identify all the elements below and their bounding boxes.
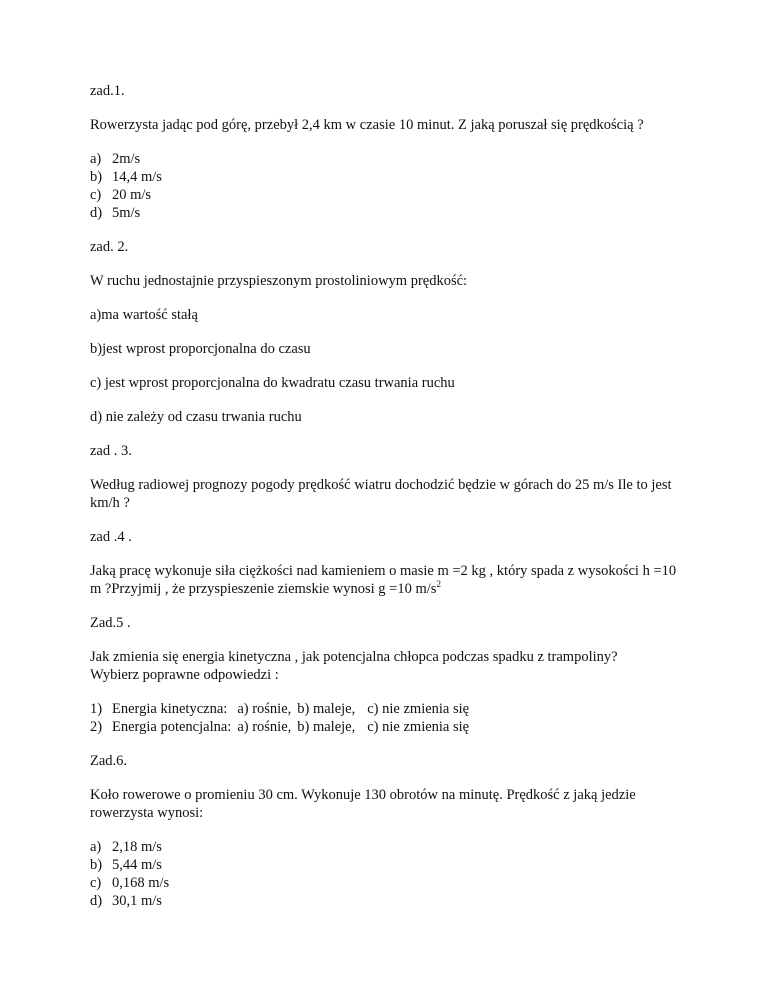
q1-heading: zad.1. bbox=[90, 83, 125, 99]
q1-options bbox=[90, 150, 690, 222]
q2-question: W ruchu jednostajnie przyspieszonym prostoliniowym prędkość: bbox=[90, 273, 468, 289]
row-option-a: a) rośnie, bbox=[237, 701, 292, 717]
q5-answers-table bbox=[90, 700, 475, 736]
q6-heading: Zad.6. bbox=[90, 753, 128, 769]
option-text: 5m/s bbox=[112, 205, 141, 221]
option-label: a) bbox=[90, 839, 102, 855]
option-label: c) bbox=[90, 187, 102, 203]
q2-option-c: c) jest wprost proporcjonalna do kwadratu czasu trwania ruchu bbox=[90, 375, 455, 391]
row-label: Energia potencjalna: bbox=[112, 719, 232, 735]
q6-option-b bbox=[90, 856, 690, 874]
option-text: 20 m/s bbox=[112, 187, 152, 203]
q5-question bbox=[90, 648, 690, 684]
document-page bbox=[90, 82, 690, 926]
row-option-b: b) maleje, bbox=[297, 719, 356, 735]
option-text: 14,4 m/s bbox=[112, 169, 162, 185]
row-option-b: b) maleje, bbox=[297, 701, 356, 717]
q5-question-line1: Jak zmienia się energia kinetyczna , jak potencjalna chłopca podczas spadku z trampoliny? bbox=[90, 649, 618, 665]
q6-option-d bbox=[90, 892, 690, 910]
row-number: 1) bbox=[90, 701, 103, 717]
q2-option-d: d) nie zależy od czasu trwania ruchu bbox=[90, 409, 302, 425]
q6-question: Koło rowerowe o promieniu 30 cm. Wykonuje 130 obrotów na minutę. Prędkość z jaką jedzie rowerzysta wynosi: bbox=[90, 787, 636, 821]
option-text: 0,168 m/s bbox=[112, 875, 170, 891]
q5-row-kinetic bbox=[90, 700, 475, 718]
row-option-c: c) nie zmienia się bbox=[367, 719, 470, 735]
row-option-c: c) nie zmienia się bbox=[367, 701, 470, 717]
q1-option-d bbox=[90, 204, 690, 222]
row-label: Energia kinetyczna: bbox=[112, 701, 228, 717]
row-number: 2) bbox=[90, 719, 103, 735]
q2-heading: zad. 2. bbox=[90, 239, 129, 255]
option-text: 2m/s bbox=[112, 151, 141, 167]
option-label: b) bbox=[90, 169, 103, 185]
q1-option-b bbox=[90, 168, 690, 186]
q4-question bbox=[90, 562, 690, 598]
q1-option-c bbox=[90, 186, 690, 204]
option-text: 5,44 m/s bbox=[112, 857, 162, 873]
q6-option-c bbox=[90, 874, 690, 892]
q4-heading: zad .4 . bbox=[90, 529, 132, 545]
q2-option-a: a)ma wartość stałą bbox=[90, 307, 198, 323]
option-label: a) bbox=[90, 151, 102, 167]
q5-question-line2: Wybierz poprawne odpowiedzi : bbox=[90, 667, 279, 683]
option-text: 2,18 m/s bbox=[112, 839, 162, 855]
option-label: d) bbox=[90, 205, 103, 221]
q4-question-text: Jaką pracę wykonuje siła ciężkości nad kamieniem o masie m =2 kg , który spada z wysokości h =10 m ?Przyjmij , że przyspieszenie ziemskie wynosi g =10 m/s bbox=[90, 563, 677, 597]
q1-option-a bbox=[90, 150, 690, 168]
q1-question: Rowerzysta jadąc pod górę, przebył 2,4 km w czasie 10 minut. Z jaką poruszał się prędkością ? bbox=[90, 117, 644, 133]
q5-heading: Zad.5 . bbox=[90, 615, 131, 631]
q6-options bbox=[90, 838, 690, 910]
q5-row-potential bbox=[90, 718, 475, 736]
q6-option-a bbox=[90, 838, 690, 856]
q3-heading: zad . 3. bbox=[90, 443, 132, 459]
q3-question: Według radiowej prognozy pogody prędkość wiatru dochodzić będzie w górach do 25 m/s Ile to jest km/h ? bbox=[90, 477, 672, 511]
option-label: b) bbox=[90, 857, 103, 873]
option-text: 30,1 m/s bbox=[112, 893, 162, 909]
row-option-a: a) rośnie, bbox=[237, 719, 292, 735]
option-label: c) bbox=[90, 875, 102, 891]
option-label: d) bbox=[90, 893, 103, 909]
q2-option-b: b)jest wprost proporcjonalna do czasu bbox=[90, 341, 311, 357]
q4-exponent: 2 bbox=[436, 579, 441, 590]
